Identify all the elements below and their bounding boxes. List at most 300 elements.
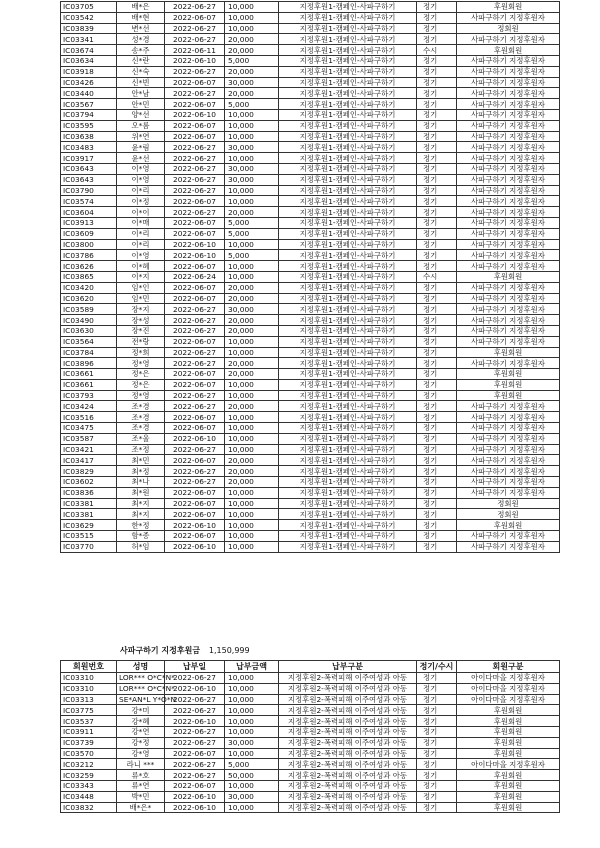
- cell-amount: 10,000: [225, 336, 279, 347]
- cell-member-type: 사파구하기 지정후원자: [457, 163, 560, 174]
- cell-member-id: IC03643: [61, 163, 117, 174]
- cell-frequency: 정기: [417, 239, 457, 250]
- cell-name: 장*지: [117, 304, 165, 315]
- cell-pay-date: 2022-06-07: [165, 336, 225, 347]
- cell-frequency: 정기: [417, 55, 457, 66]
- cell-amount: 30,000: [225, 142, 279, 153]
- cell-category: 지정후원1-캠페인-사파구하기: [279, 109, 417, 120]
- cell-frequency: 정기: [417, 131, 457, 142]
- table-row: [61, 109, 560, 120]
- cell-category: 지정후원1-캠페인-사파구하기: [279, 250, 417, 261]
- cell-name: 이*이: [117, 207, 165, 218]
- cell-frequency: 정기: [417, 34, 457, 45]
- cell-name: 정*은: [117, 379, 165, 390]
- cell-name: 허*임: [117, 541, 165, 552]
- cell-amount: 30,000: [225, 304, 279, 315]
- cell-name: 정*은: [117, 369, 165, 380]
- cell-amount: 10,000: [225, 423, 279, 434]
- cell-member-id: IC03634: [61, 55, 117, 66]
- cell-category: 지정후원1-캠페인-사파구하기: [279, 358, 417, 369]
- cell-category: 지정후원1-캠페인-사파구하기: [279, 423, 417, 434]
- cell-member-id: IC03595: [61, 120, 117, 131]
- table-row: [61, 88, 560, 99]
- cell-frequency: 정기: [417, 401, 457, 412]
- cell-amount: 10,000: [225, 412, 279, 423]
- cell-frequency: 정기: [417, 120, 457, 131]
- table-row: [61, 369, 560, 380]
- cell-pay-date: 2022-06-27: [165, 770, 225, 781]
- cell-member-id: IC03609: [61, 228, 117, 239]
- cell-member-type: 사파구하기 지정후원자: [457, 315, 560, 326]
- cell-category: 지정후원1-캠페인-사파구하기: [279, 12, 417, 23]
- cell-name: 강*영: [117, 748, 165, 759]
- cell-member-id: IC03829: [61, 466, 117, 477]
- cell-member-id: IC03343: [61, 780, 117, 791]
- cell-name: 이*영: [117, 163, 165, 174]
- cell-member-type: 후원회원: [457, 369, 560, 380]
- table-row: [61, 433, 560, 444]
- cell-category: 지정후원2-폭력피해 이주여성과 아동: [279, 802, 417, 813]
- table-row: [61, 466, 560, 477]
- cell-pay-date: 2022-06-27: [165, 207, 225, 218]
- cell-name: 장*진: [117, 325, 165, 336]
- cell-amount: 10,000: [225, 498, 279, 509]
- cell-amount: 10,000: [225, 153, 279, 164]
- cell-pay-date: 2022-06-07: [165, 379, 225, 390]
- cell-name: 최*지: [117, 498, 165, 509]
- cell-name: 변*선: [117, 23, 165, 34]
- cell-pay-date: 2022-06-27: [165, 185, 225, 196]
- cell-category: 지정후원2-폭력피해 이주여성과 아동: [279, 705, 417, 716]
- cell-frequency: 정기: [417, 12, 457, 23]
- campaign-total-amount: 1,150,999: [208, 646, 250, 655]
- cell-name: 신*숙: [117, 66, 165, 77]
- cell-member-id: IC03564: [61, 336, 117, 347]
- cell-name: 이*매: [117, 217, 165, 228]
- header-frequency: 정기/수시: [417, 661, 457, 673]
- cell-member-id: IC03643: [61, 174, 117, 185]
- cell-category: 지정후원1-캠페인-사파구하기: [279, 531, 417, 542]
- cell-pay-date: 2022-06-27: [165, 34, 225, 45]
- cell-member-type: 사파구하기 지정후원자: [457, 88, 560, 99]
- cell-pay-date: 2022-06-10: [165, 239, 225, 250]
- cell-frequency: 정기: [417, 304, 457, 315]
- cell-pay-date: 2022-06-07: [165, 261, 225, 272]
- cell-name: 정*영: [117, 390, 165, 401]
- header-member-id: 회원번호: [61, 661, 117, 673]
- cell-amount: 20,000: [225, 45, 279, 56]
- table-row: [61, 185, 560, 196]
- cell-name: 신*란: [117, 55, 165, 66]
- cell-frequency: 정기: [417, 433, 457, 444]
- cell-amount: 5,000: [225, 250, 279, 261]
- cell-member-id: IC03516: [61, 412, 117, 423]
- table-row: [61, 271, 560, 282]
- cell-frequency: 정기: [417, 174, 457, 185]
- cell-pay-date: 2022-06-07: [165, 131, 225, 142]
- table-row: [61, 726, 560, 737]
- cell-member-id: IC03310: [61, 683, 117, 694]
- table-row: [61, 347, 560, 358]
- table-row: [61, 401, 560, 412]
- cell-amount: 20,000: [225, 466, 279, 477]
- cell-pay-date: 2022-06-24: [165, 271, 225, 282]
- cell-name: 조*정: [117, 444, 165, 455]
- cell-category: 지정후원2-폭력피해 이주여성과 아동: [279, 791, 417, 802]
- cell-pay-date: 2022-06-27: [165, 153, 225, 164]
- cell-frequency: 정기: [417, 759, 457, 770]
- table-row: [61, 174, 560, 185]
- cell-name: 박*민: [117, 791, 165, 802]
- table-row: [61, 325, 560, 336]
- cell-category: 지정후원1-캠페인-사파구하기: [279, 23, 417, 34]
- table-row: [61, 358, 560, 369]
- cell-member-type: 사파구하기 지정후원자: [457, 477, 560, 488]
- cell-frequency: 수시: [417, 45, 457, 56]
- cell-name: 라니 ***: [117, 759, 165, 770]
- cell-pay-date: 2022-06-10: [165, 683, 225, 694]
- cell-frequency: 정기: [417, 261, 457, 272]
- cell-amount: 10,000: [225, 694, 279, 705]
- cell-pay-date: 2022-06-27: [165, 673, 225, 684]
- campaign-donation-table: [60, 1, 560, 553]
- cell-member-id: IC03313: [61, 694, 117, 705]
- cell-member-id: IC03918: [61, 66, 117, 77]
- cell-member-id: IC03420: [61, 282, 117, 293]
- cell-pay-date: 2022-06-07: [165, 228, 225, 239]
- cell-member-type: 사파구하기 지정후원자: [457, 466, 560, 477]
- cell-category: 지정후원1-캠페인-사파구하기: [279, 509, 417, 520]
- cell-amount: 10,000: [225, 726, 279, 737]
- cell-name: 강*미: [117, 705, 165, 716]
- cell-name: 신*빈: [117, 77, 165, 88]
- cell-member-type: 사파구하기 지정후원자: [457, 120, 560, 131]
- cell-name: 한*정: [117, 520, 165, 531]
- cell-member-type: 후원회원: [457, 737, 560, 748]
- cell-frequency: 정기: [417, 705, 457, 716]
- table-row: [61, 336, 560, 347]
- table-row: [61, 390, 560, 401]
- cell-amount: 10,000: [225, 23, 279, 34]
- cell-name: 배*은*: [117, 802, 165, 813]
- cell-pay-date: 2022-06-27: [165, 477, 225, 488]
- cell-member-id: IC03589: [61, 304, 117, 315]
- cell-member-type: 사파구하기 지정후원자: [457, 185, 560, 196]
- cell-amount: 30,000: [225, 77, 279, 88]
- cell-category: 지정후원1-캠페인-사파구하기: [279, 239, 417, 250]
- cell-amount: 20,000: [225, 325, 279, 336]
- cell-member-id: IC03630: [61, 325, 117, 336]
- table-row: [61, 487, 560, 498]
- cell-member-type: 아이다마을 지정후원자: [457, 694, 560, 705]
- table-row: [61, 423, 560, 434]
- cell-name: 이*리: [117, 185, 165, 196]
- cell-member-type: 후원회원: [457, 379, 560, 390]
- cell-name: 배*은: [117, 2, 165, 13]
- cell-name: 강*정: [117, 737, 165, 748]
- cell-frequency: 정기: [417, 23, 457, 34]
- table-row: [61, 293, 560, 304]
- cell-frequency: 정기: [417, 444, 457, 455]
- cell-member-id: IC03604: [61, 207, 117, 218]
- cell-member-id: IC03475: [61, 423, 117, 434]
- cell-name: 임*인: [117, 282, 165, 293]
- cell-amount: 10,000: [225, 379, 279, 390]
- cell-member-type: 후원회원: [457, 748, 560, 759]
- cell-member-type: 아이다마을 지정후원자: [457, 673, 560, 684]
- cell-frequency: 정기: [417, 423, 457, 434]
- cell-member-id: IC03661: [61, 369, 117, 380]
- table-row: [61, 228, 560, 239]
- table-row: [61, 780, 560, 791]
- header-name: 성명: [117, 661, 165, 673]
- table-row: [61, 142, 560, 153]
- cell-member-id: IC03381: [61, 498, 117, 509]
- cell-pay-date: 2022-06-27: [165, 705, 225, 716]
- table-row: [61, 541, 560, 552]
- cell-member-type: 사파구하기 지정후원자: [457, 239, 560, 250]
- cell-category: 지정후원1-캠페인-사파구하기: [279, 185, 417, 196]
- table-row: [61, 802, 560, 813]
- cell-member-id: IC03602: [61, 477, 117, 488]
- cell-frequency: 정기: [417, 498, 457, 509]
- cell-member-type: 사파구하기 지정후원자: [457, 541, 560, 552]
- cell-member-id: IC03448: [61, 791, 117, 802]
- table-row: [61, 261, 560, 272]
- cell-pay-date: 2022-06-27: [165, 390, 225, 401]
- cell-member-id: IC03490: [61, 315, 117, 326]
- cell-pay-date: 2022-06-07: [165, 780, 225, 791]
- cell-member-id: IC03638: [61, 131, 117, 142]
- cell-pay-date: 2022-06-07: [165, 369, 225, 380]
- table-row: [61, 250, 560, 261]
- cell-pay-date: 2022-06-07: [165, 99, 225, 110]
- cell-category: 지정후원1-캠페인-사파구하기: [279, 487, 417, 498]
- table-row: [61, 444, 560, 455]
- cell-amount: 20,000: [225, 88, 279, 99]
- table-row: [61, 509, 560, 520]
- cell-pay-date: 2022-06-27: [165, 142, 225, 153]
- cell-member-id: IC03483: [61, 142, 117, 153]
- table-row: [61, 379, 560, 390]
- cell-frequency: 정기: [417, 282, 457, 293]
- cell-member-type: 사파구하기 지정후원자: [457, 99, 560, 110]
- table-header-row: [61, 661, 560, 673]
- cell-pay-date: 2022-06-07: [165, 196, 225, 207]
- cell-name: 정*영: [117, 358, 165, 369]
- cell-name: 전*랑: [117, 336, 165, 347]
- cell-category: 지정후원1-캠페인-사파구하기: [279, 401, 417, 412]
- cell-frequency: 정기: [417, 694, 457, 705]
- cell-pay-date: 2022-06-07: [165, 531, 225, 542]
- cell-category: 지정후원2-폭력피해 이주여성과 아동: [279, 748, 417, 759]
- cell-pay-date: 2022-06-27: [165, 88, 225, 99]
- table-row: [61, 120, 560, 131]
- cell-name: 최*민: [117, 455, 165, 466]
- cell-amount: 10,000: [225, 109, 279, 120]
- cell-member-type: 사파구하기 지정후원자: [457, 412, 560, 423]
- cell-member-id: IC03839: [61, 23, 117, 34]
- cell-member-id: IC03515: [61, 531, 117, 542]
- cell-amount: 20,000: [225, 282, 279, 293]
- cell-member-id: IC03661: [61, 379, 117, 390]
- cell-frequency: 정기: [417, 487, 457, 498]
- cell-frequency: 정기: [417, 802, 457, 813]
- cell-amount: 5,000: [225, 228, 279, 239]
- cell-category: 지정후원1-캠페인-사파구하기: [279, 153, 417, 164]
- cell-member-type: 사파구하기 지정후원자: [457, 228, 560, 239]
- cell-member-id: IC03793: [61, 390, 117, 401]
- cell-amount: 10,000: [225, 748, 279, 759]
- cell-frequency: 정기: [417, 99, 457, 110]
- cell-amount: 10,000: [225, 239, 279, 250]
- cell-member-type: 후원회원: [457, 2, 560, 13]
- cell-member-type: 아이다마을 지정후원자: [457, 759, 560, 770]
- table-row: [61, 748, 560, 759]
- cell-name: 류*호: [117, 770, 165, 781]
- cell-name: 정*희: [117, 347, 165, 358]
- cell-frequency: 정기: [417, 770, 457, 781]
- cell-amount: 10,000: [225, 196, 279, 207]
- table-row: [61, 520, 560, 531]
- cell-name: 장*성: [117, 315, 165, 326]
- cell-amount: 10,000: [225, 531, 279, 542]
- cell-frequency: 정기: [417, 228, 457, 239]
- cell-pay-date: 2022-06-07: [165, 509, 225, 520]
- cell-pay-date: 2022-06-07: [165, 12, 225, 23]
- cell-frequency: 정기: [417, 2, 457, 13]
- cell-member-type: 사파구하기 지정후원자: [457, 250, 560, 261]
- cell-category: 지정후원2-폭력피해 이주여성과 아동: [279, 694, 417, 705]
- table-row: [61, 12, 560, 23]
- cell-member-id: IC03800: [61, 239, 117, 250]
- cell-amount: 10,000: [225, 520, 279, 531]
- cell-amount: 10,000: [225, 802, 279, 813]
- cell-frequency: 정기: [417, 196, 457, 207]
- cell-member-type: 사파구하기 지정후원자: [457, 174, 560, 185]
- cell-frequency: 정기: [417, 390, 457, 401]
- cell-name: 위*연: [117, 131, 165, 142]
- cell-member-type: 사파구하기 지정후원자: [457, 325, 560, 336]
- cell-member-type: 후원회원: [457, 716, 560, 727]
- cell-member-type: 사파구하기 지정후원자: [457, 12, 560, 23]
- cell-member-type: 사파구하기 지정후원자: [457, 196, 560, 207]
- cell-category: 지정후원2-폭력피해 이주여성과 아동: [279, 759, 417, 770]
- cell-member-id: IC03836: [61, 487, 117, 498]
- cell-amount: 20,000: [225, 66, 279, 77]
- cell-amount: 50,000: [225, 770, 279, 781]
- cell-member-type: 사파구하기 지정후원자: [457, 217, 560, 228]
- cell-category: 지정후원1-캠페인-사파구하기: [279, 45, 417, 56]
- cell-frequency: 정기: [417, 726, 457, 737]
- cell-member-type: 사파구하기 지정후원자: [457, 77, 560, 88]
- cell-category: 지정후원1-캠페인-사파구하기: [279, 293, 417, 304]
- cell-category: 지정후원1-캠페인-사파구하기: [279, 271, 417, 282]
- cell-member-type: 사파구하기 지정후원자: [457, 433, 560, 444]
- cell-member-id: IC03310: [61, 673, 117, 684]
- cell-member-type: 사파구하기 지정후원자: [457, 207, 560, 218]
- cell-category: 지정후원1-캠페인-사파구하기: [279, 261, 417, 272]
- cell-frequency: 정기: [417, 509, 457, 520]
- cell-amount: 10,000: [225, 780, 279, 791]
- cell-frequency: 정기: [417, 163, 457, 174]
- cell-frequency: 정기: [417, 520, 457, 531]
- cell-pay-date: 2022-06-27: [165, 466, 225, 477]
- cell-amount: 20,000: [225, 369, 279, 380]
- cell-name: 성*경: [117, 34, 165, 45]
- cell-member-id: IC03786: [61, 250, 117, 261]
- cell-member-type: 후원회원: [457, 791, 560, 802]
- cell-name: 최*지: [117, 509, 165, 520]
- cell-amount: 10,000: [225, 444, 279, 455]
- cell-frequency: 정기: [417, 109, 457, 120]
- cell-member-type: 후원회원: [457, 45, 560, 56]
- cell-member-type: 사파구하기 지정후원자: [457, 444, 560, 455]
- table-row: [61, 45, 560, 56]
- cell-frequency: 정기: [417, 369, 457, 380]
- cell-member-type: 후원회원: [457, 271, 560, 282]
- cell-member-type: 후원회원: [457, 770, 560, 781]
- cell-member-type: 사파구하기 지정후원자: [457, 34, 560, 45]
- table-row: [61, 683, 560, 694]
- cell-frequency: 정기: [417, 748, 457, 759]
- cell-frequency: 정기: [417, 66, 457, 77]
- cell-member-id: IC03620: [61, 293, 117, 304]
- cell-category: 지정후원1-캠페인-사파구하기: [279, 131, 417, 142]
- cell-category: 지정후원1-캠페인-사파구하기: [279, 174, 417, 185]
- cell-pay-date: 2022-06-07: [165, 77, 225, 88]
- cell-amount: 10,000: [225, 433, 279, 444]
- header-amount: 납부금액: [225, 661, 279, 673]
- cell-frequency: 정기: [417, 466, 457, 477]
- migrant-support-table: [60, 660, 560, 813]
- cell-category: 지정후원1-캠페인-사파구하기: [279, 66, 417, 77]
- cell-category: 지정후원1-캠페인-사파구하기: [279, 336, 417, 347]
- cell-member-id: IC03911: [61, 726, 117, 737]
- cell-frequency: 정기: [417, 455, 457, 466]
- cell-member-id: IC03865: [61, 271, 117, 282]
- cell-category: 지정후원1-캠페인-사파구하기: [279, 347, 417, 358]
- cell-pay-date: 2022-06-27: [165, 347, 225, 358]
- cell-amount: 10,000: [225, 12, 279, 23]
- cell-member-id: IC03542: [61, 12, 117, 23]
- cell-name: 강*연: [117, 726, 165, 737]
- cell-amount: 30,000: [225, 791, 279, 802]
- cell-amount: 20,000: [225, 315, 279, 326]
- cell-member-id: IC03626: [61, 261, 117, 272]
- cell-category: 지정후원1-캠페인-사파구하기: [279, 477, 417, 488]
- cell-amount: 10,000: [225, 261, 279, 272]
- cell-pay-date: 2022-06-10: [165, 433, 225, 444]
- cell-pay-date: 2022-06-10: [165, 541, 225, 552]
- cell-name: 안*민: [117, 99, 165, 110]
- cell-frequency: 정기: [417, 683, 457, 694]
- cell-name: 조*경: [117, 412, 165, 423]
- cell-member-type: 사파구하기 지정후원자: [457, 304, 560, 315]
- cell-member-type: 사파구하기 지정후원자: [457, 282, 560, 293]
- cell-member-type: 후원회원: [457, 390, 560, 401]
- cell-category: 지정후원2-폭력피해 이주여성과 아동: [279, 770, 417, 781]
- cell-pay-date: 2022-06-27: [165, 759, 225, 770]
- cell-pay-date: 2022-06-10: [165, 250, 225, 261]
- cell-frequency: 정기: [417, 477, 457, 488]
- cell-frequency: 정기: [417, 541, 457, 552]
- campaign-total: [120, 645, 250, 656]
- cell-member-id: IC03674: [61, 45, 117, 56]
- table-row: [61, 66, 560, 77]
- cell-member-id: IC03739: [61, 737, 117, 748]
- cell-member-type: 정회원: [457, 509, 560, 520]
